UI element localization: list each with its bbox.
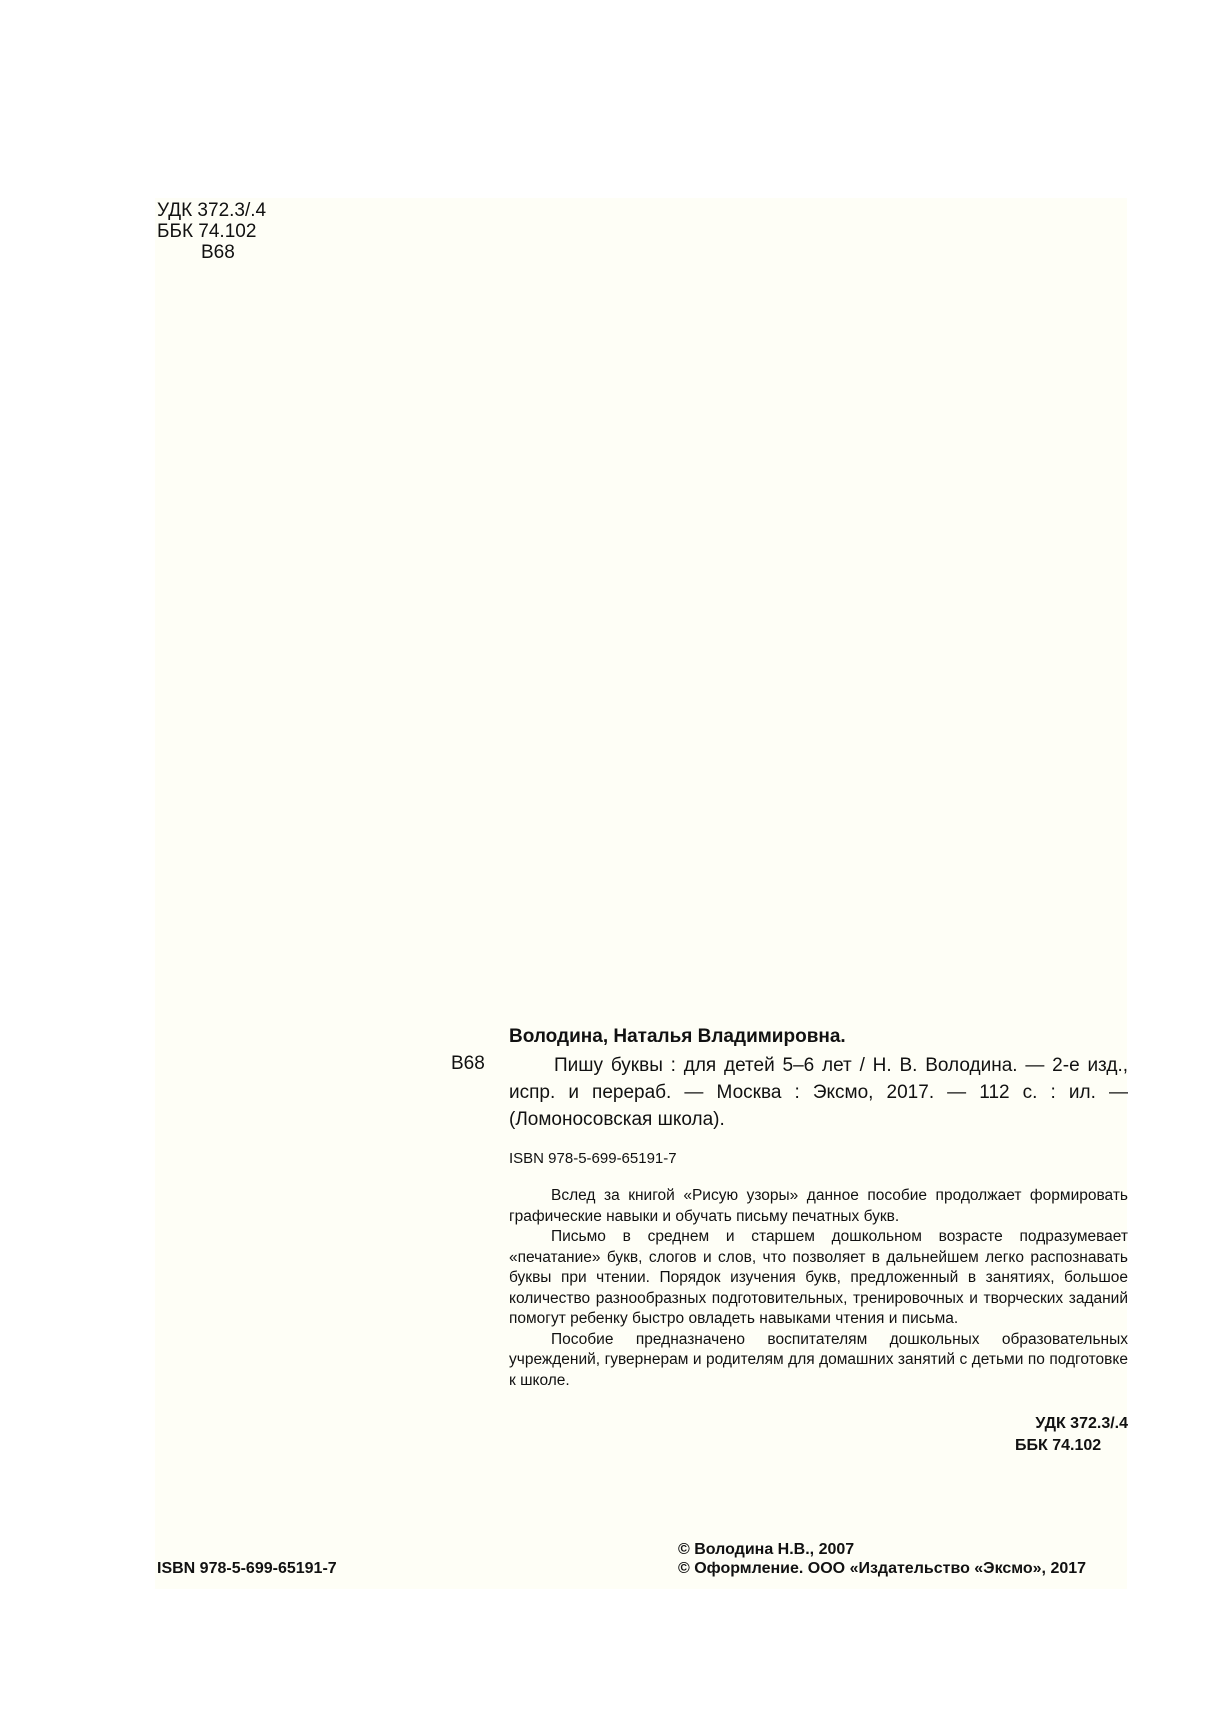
isbn-footer: ISBN 978-5-699-65191-7 (157, 1560, 337, 1577)
author-heading: Володина, Наталья Владимировна. (509, 1026, 846, 1047)
copyright-design: © Оформление. ООО «Издательство «Эксмо», 2017 (678, 1560, 1087, 1577)
bbk-code-top: ББК 74.102 (157, 221, 257, 242)
annotation-paragraph: Пособие предназначено воспитателям дошкольных образовательных учреждений, гувернерам и родителям для домашних занятий с детьми по подготовке к школе. (509, 1330, 1128, 1389)
author-mark-top: В68 (201, 242, 235, 263)
top-classification-codes (157, 200, 266, 263)
copyright-block (678, 1540, 1128, 1578)
isbn-record: ISBN 978-5-699-65191-7 (509, 1150, 677, 1167)
annotation (509, 1186, 1128, 1391)
classification-codes-bottom (980, 1413, 1128, 1457)
bbk-code-bottom: ББК 74.102 (1015, 1437, 1102, 1454)
udk-code-bottom: УДК 372.3/.4 (1035, 1415, 1128, 1432)
author-mark-side: В68 (451, 1053, 485, 1074)
copyright-author: © Володина Н.В., 2007 (678, 1541, 855, 1558)
annotation-paragraph: Вслед за книгой «Рисую узоры» данное пособие продолжает формировать графические навыки и обучать письму печатных букв. (509, 1187, 1128, 1225)
annotation-paragraph: Письмо в среднем и старшем дошкольном возрасте подразумевает «печатание» букв, слогов и слов, что позволяет в дальнейшем легко распознавать буквы при чтении. Порядок изучения букв, предложенный в занятиях, большое количество разнообразных подготовительных, тренировочных и творческих заданий помогут ребенку быстро овладеть навыками чтения и письма. (509, 1228, 1128, 1327)
bibliographic-description: Пишу буквы : для детей 5–6 лет / Н. В. Володина. — 2-е изд., испр. и перераб. — Москва : Эксмо, 2017. — 112 с. : ил. — (Ломоносовская школа). (509, 1055, 1128, 1130)
udk-code-top: УДК 372.3/.4 (157, 200, 267, 221)
